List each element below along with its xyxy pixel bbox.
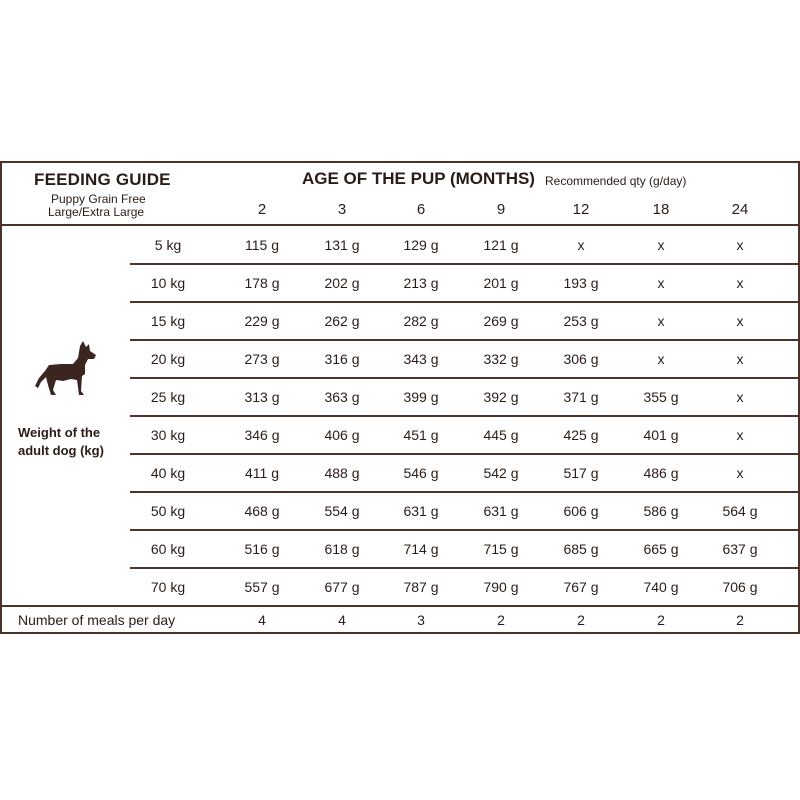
meals-cell: 4 (338, 612, 346, 628)
weight-label: 60 kg (150, 541, 186, 557)
age-heading: AGE OF THE PUP (MONTHS) (302, 169, 535, 188)
weight-label: 5 kg (154, 237, 182, 253)
product-name: Puppy Grain Free (51, 192, 146, 206)
feeding-qty-cell: 445 g (483, 427, 519, 443)
meals-cell: 2 (657, 612, 665, 628)
feeding-qty-cell: 371 g (563, 389, 599, 405)
feeding-qty-cell: 269 g (483, 313, 519, 329)
feeding-qty-cell: 178 g (244, 275, 280, 291)
feeding-qty-cell: 665 g (643, 541, 679, 557)
feeding-qty-cell: 631 g (483, 503, 519, 519)
feeding-qty-cell: 201 g (483, 275, 519, 291)
feeding-qty-cell: 706 g (722, 579, 758, 595)
feeding-qty-cell: 586 g (643, 503, 679, 519)
feeding-qty-cell: x (736, 237, 744, 253)
feeding-qty-cell: x (736, 275, 744, 291)
feeding-qty-cell: x (736, 389, 744, 405)
feeding-qty-cell: 213 g (403, 275, 439, 291)
feeding-qty-cell: x (736, 427, 744, 443)
feeding-qty-cell: 332 g (483, 351, 519, 367)
feeding-qty-cell: 468 g (244, 503, 280, 519)
feeding-qty-cell: 486 g (643, 465, 679, 481)
feeding-qty-cell: 606 g (563, 503, 599, 519)
feeding-qty-cell: x (657, 313, 665, 329)
recommended-qty-note: Recommended qty (g/day) (545, 174, 687, 188)
feeding-qty-cell: 787 g (403, 579, 439, 595)
feeding-qty-cell: x (657, 237, 665, 253)
feeding-qty-cell: 618 g (324, 541, 360, 557)
feeding-qty-cell: 115 g (245, 237, 279, 253)
feeding-qty-cell: 564 g (722, 503, 758, 519)
weight-label: 70 kg (150, 579, 186, 595)
feeding-qty-cell: 253 g (563, 313, 599, 329)
weight-label: 15 kg (150, 313, 186, 329)
feeding-qty-cell: 406 g (324, 427, 360, 443)
feeding-qty-cell: 229 g (244, 313, 280, 329)
feeding-qty-cell: 202 g (324, 275, 360, 291)
feeding-qty-cell: 488 g (324, 465, 360, 481)
weight-label: 30 kg (150, 427, 186, 443)
feeding-qty-cell: 346 g (244, 427, 280, 443)
weight-label: 10 kg (150, 275, 186, 291)
feeding-qty-cell: 392 g (483, 389, 519, 405)
feeding-qty-cell: 546 g (403, 465, 439, 481)
feeding-qty-cell: x (736, 465, 744, 481)
feeding-qty-cell: x (736, 313, 744, 329)
feeding-qty-cell: x (657, 275, 665, 291)
feeding-qty-cell: 273 g (244, 351, 280, 367)
meals-cell: 2 (577, 612, 585, 628)
meals-cell: 3 (417, 612, 425, 628)
feeding-qty-cell: 262 g (324, 313, 360, 329)
feeding-qty-cell: 517 g (563, 465, 599, 481)
feeding-qty-cell: 131 g (324, 237, 360, 253)
table-top-border (0, 161, 800, 163)
weight-label: 40 kg (150, 465, 186, 481)
feeding-qty-cell: 399 g (403, 389, 439, 405)
meals-cell: 2 (497, 612, 505, 628)
feeding-qty-cell: 554 g (324, 503, 360, 519)
feeding-qty-cell: 129 g (403, 237, 439, 253)
feeding-qty-cell: 767 g (563, 579, 599, 595)
feeding-qty-cell: 516 g (244, 541, 280, 557)
feeding-qty-cell: 313 g (244, 389, 280, 405)
feeding-qty-cell: 714 g (403, 541, 439, 557)
feeding-qty-cell: 790 g (483, 579, 519, 595)
feeding-qty-cell: x (736, 351, 744, 367)
meals-per-day-label: Number of meals per day (18, 612, 176, 628)
feeding-qty-cell: 401 g (643, 427, 679, 443)
feeding-qty-cell: 121 g (483, 237, 519, 253)
weight-label: 50 kg (150, 503, 186, 519)
feeding-qty-cell: 542 g (483, 465, 519, 481)
feeding-qty-cell: 715 g (483, 541, 519, 557)
product-size: Large/Extra Large (48, 205, 145, 219)
feeding-qty-cell: 306 g (563, 351, 599, 367)
feeding-qty-cell: 685 g (563, 541, 599, 557)
weight-axis-label: Weight of the adult dog (kg) (18, 425, 104, 458)
feeding-qty-cell: 343 g (403, 351, 439, 367)
feeding-guide-title: FEEDING GUIDE (34, 170, 171, 189)
table-bottom-border (0, 632, 800, 634)
meals-cell: 4 (258, 612, 266, 628)
feeding-qty-cell: 425 g (563, 427, 599, 443)
feeding-qty-cell: 363 g (324, 389, 360, 405)
age-header-cell: 3 (337, 201, 347, 218)
row-divider (0, 605, 800, 607)
feeding-qty-cell: 355 g (643, 389, 679, 405)
table-left-border (0, 161, 2, 634)
feeding-qty-cell: 282 g (403, 313, 439, 329)
age-header-cell: 12 (572, 201, 590, 218)
age-header-cell: 6 (416, 201, 426, 218)
feeding-qty-cell: 740 g (643, 579, 679, 595)
feeding-qty-cell: 193 g (563, 275, 599, 291)
feeding-qty-cell: 677 g (324, 579, 360, 595)
dog-silhouette-icon (33, 340, 97, 400)
feeding-qty-cell: 557 g (244, 579, 280, 595)
age-header-cell: 2 (257, 201, 267, 218)
age-header-cell: 18 (652, 201, 670, 218)
weight-label: 25 kg (150, 389, 186, 405)
age-header-cell: 9 (496, 201, 506, 218)
feeding-qty-cell: 316 g (324, 351, 360, 367)
age-header-cell: 24 (731, 201, 749, 218)
feeding-qty-cell: 637 g (722, 541, 758, 557)
feeding-qty-cell: 451 g (403, 427, 439, 443)
feeding-qty-cell: 411 g (245, 465, 279, 481)
feeding-qty-cell: 631 g (403, 503, 439, 519)
feeding-qty-cell: x (577, 237, 585, 253)
weight-label: 20 kg (150, 351, 186, 367)
meals-cell: 2 (736, 612, 744, 628)
feeding-qty-cell: x (657, 351, 665, 367)
